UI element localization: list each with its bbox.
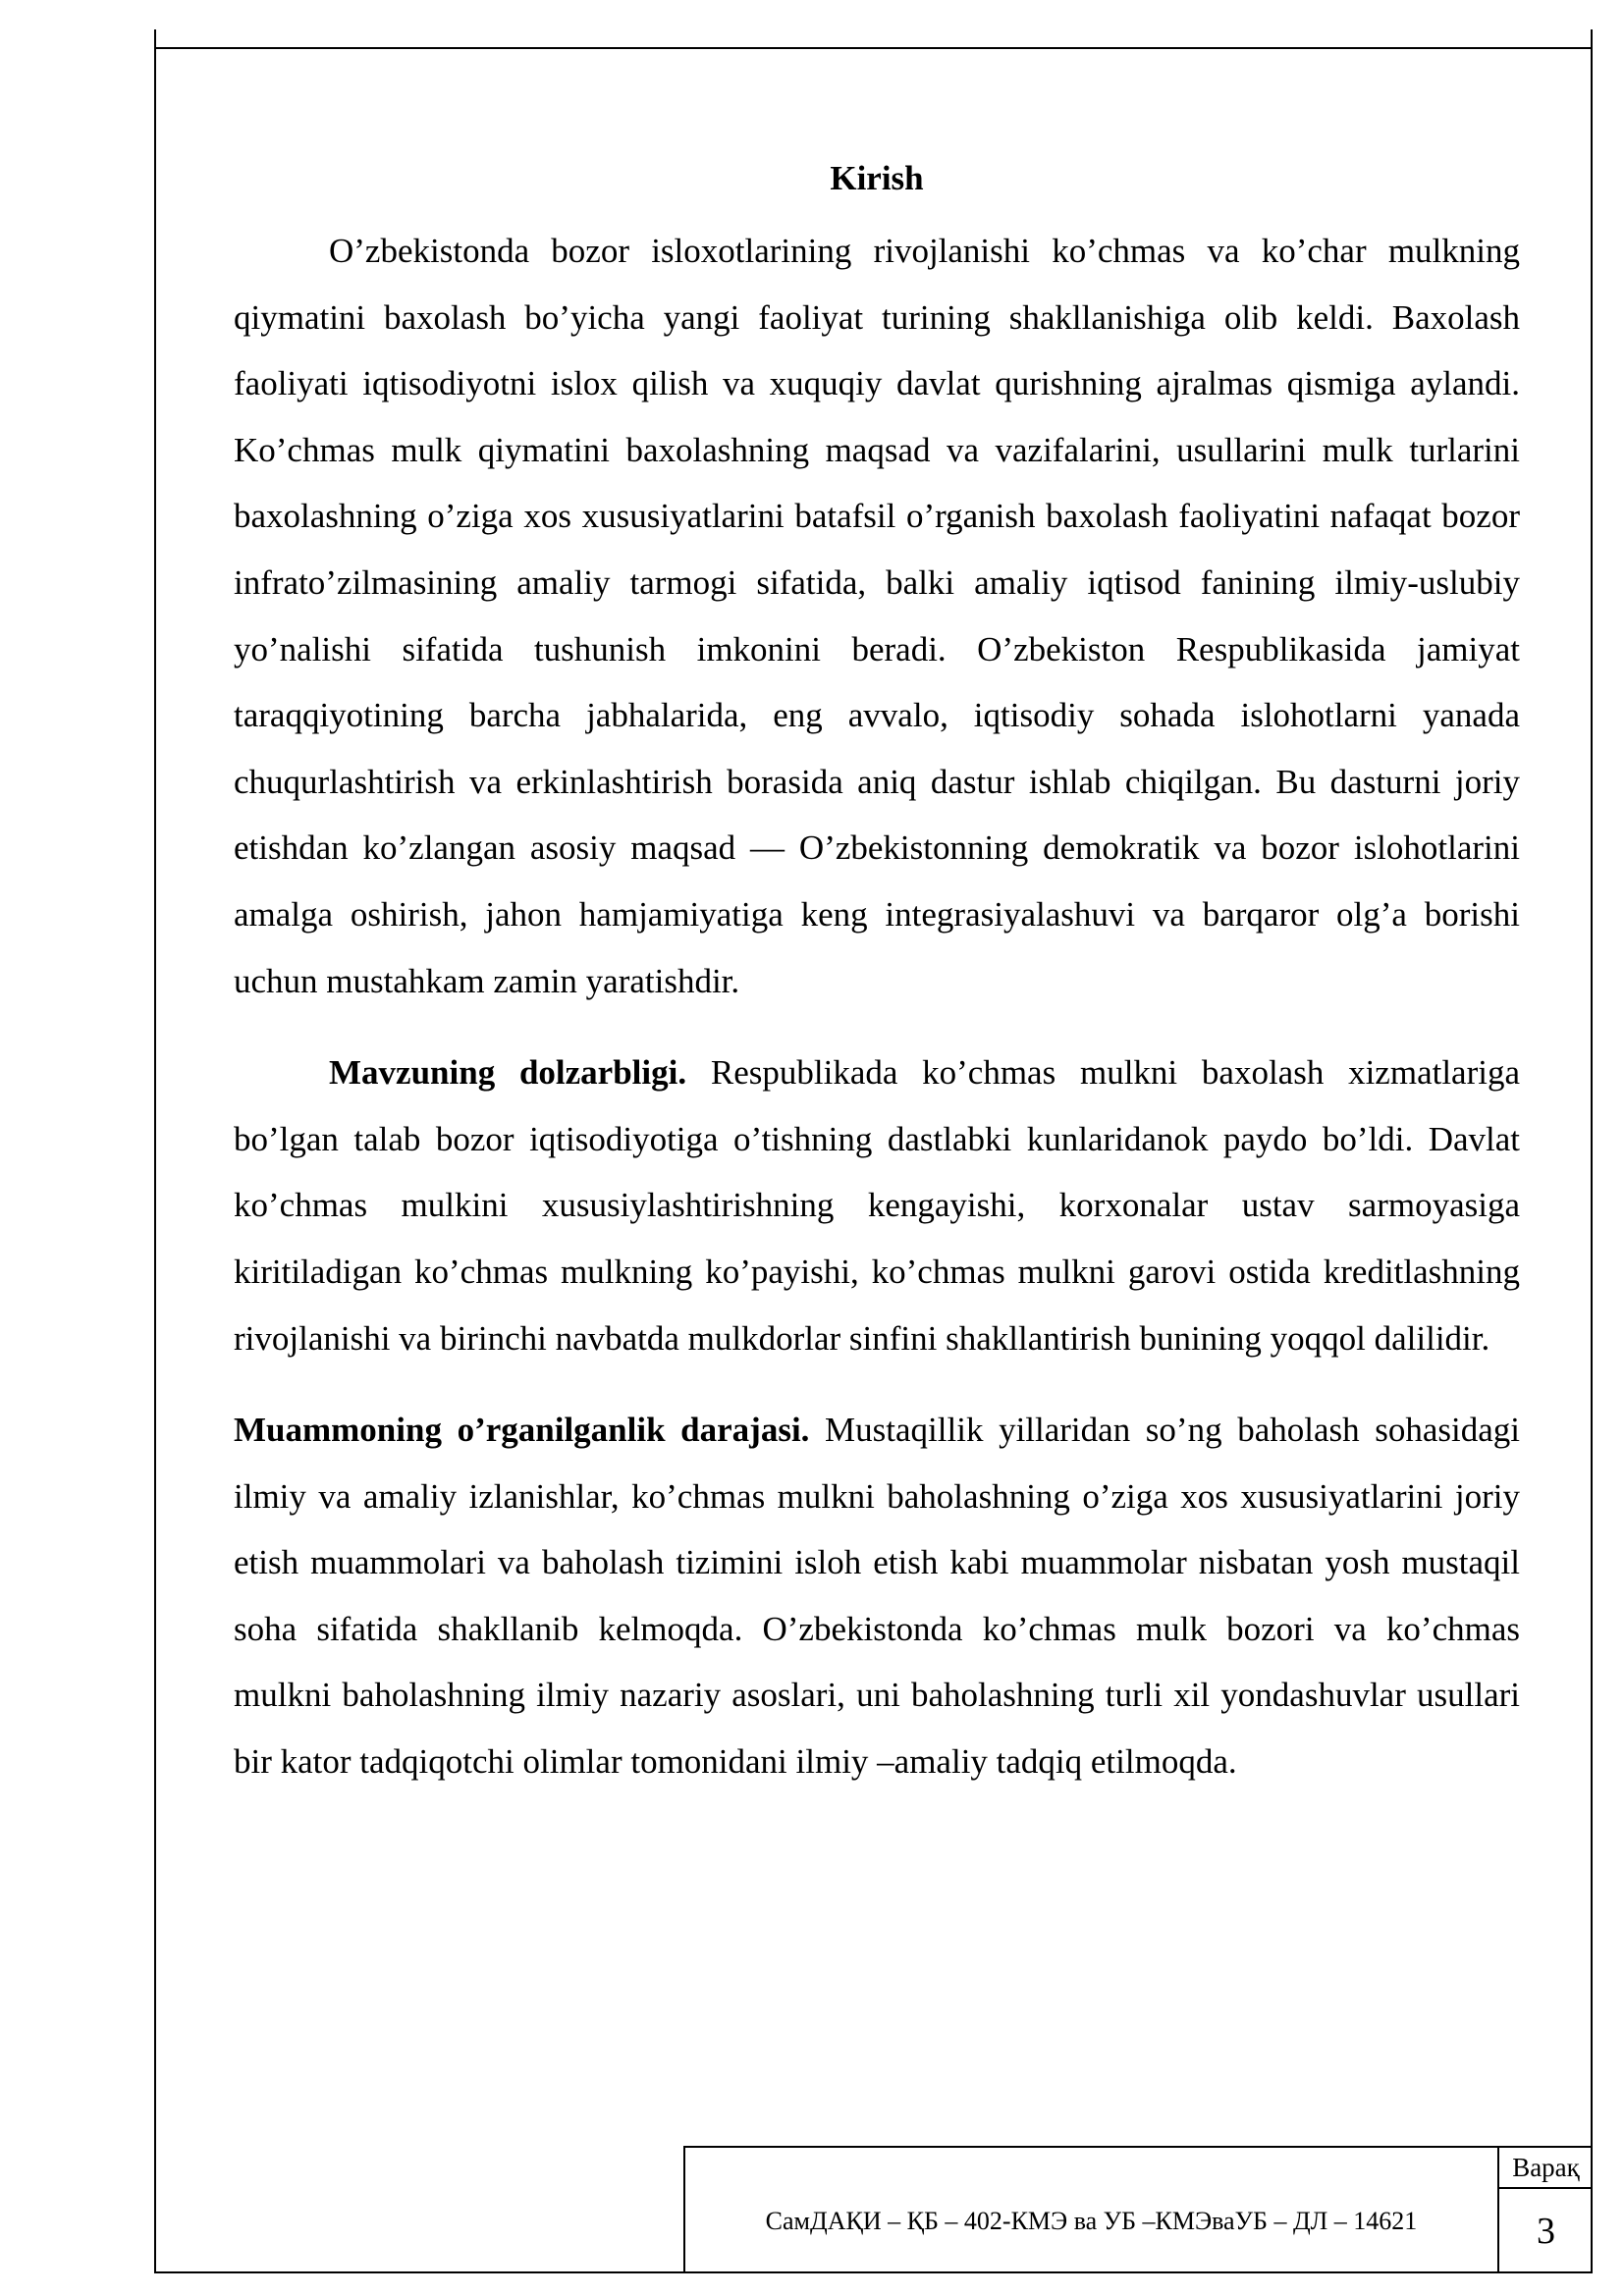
paragraph-text: Mustaqillik yillaridan so’ng baholash sohasidagi ilmiy va amaliy izlanishlar, ko’chmas mulkni baholashning o’ziga xos xususiyatlarini joriy etish muammolari va baholash tizimini isloh etish kabi muammolar nisbatan yosh mustaqil soha sifatida shakllanib kelmoqda. O’zbekistonda ko’chmas mulk bozori va ko’chmas mulkni baholashning ilmiy nazariy asoslari, uni baholashning turli xil yondashuvlar usullari bir kator tadqiqotchi olimlar tomonidani ilmiy –amaliy tadqiq etilmoqda. <box>234 1411 1520 1782</box>
document-body <box>234 147 1520 1795</box>
sheet-label: Варақ <box>1512 2152 1580 2182</box>
document-title: Kirish <box>830 159 924 197</box>
paragraph-heading: Mavzuning dolzarbligi. <box>329 1053 687 1093</box>
sheet-label-cell <box>1497 2146 1593 2189</box>
paragraph-heading: Muammoning o’rganilganlik darajasi. <box>234 1411 810 1450</box>
paragraph-introduction <box>234 218 1520 1014</box>
paragraph-research-level <box>234 1397 1520 1795</box>
paragraph-relevance <box>234 1040 1520 1371</box>
paragraph-text: O’zbekistonda bozor isloxotlarining rivojlanishi ko’chmas va ko’char mulkning qiymatini baxolash bo’yicha yangi faoliyat turining shakllanishiga olib keldi. Baxolash faoliyati iqtisodiyotni islox qilish va xuquqiy davlat qurishning ajralmas qismiga aylandi. Ko’chmas mulk qiymatini baxolashning maqsad va vazifalarini, usullarini mulk turlarini baxolashning o’ziga xos xususiyatlarini batafsil o’rganish baxolash faoliyatini nafaqat bozor infrato’zilmasining amaliy tarmogi sifatida, balki amaliy iqtisod fanining ilmiy-uslubiy yo’nalishi sifatida tushunish imkonini beradi. O’zbekiston Respublikasida jamiyat taraqqiyotining barcha jabhalarida, eng avvalo, iqtisodiy sohada islohotlarni yanada chuqurlashtirish va erkinlashtirish borasida aniq dastur ishlab chiqilgan. Bu dasturni joriy etishdan ko’zlangan asosiy maqsad — O’zbekistonning demokratik va bozor islohotlarini amalga oshirish, jahon hamjamiyatiga keng integrasiyalashuvi va barqaror olg’a borishi uchun mustahkam zamin yaratishdir. <box>234 232 1520 1000</box>
sheet-number-cell <box>1497 2189 1593 2273</box>
sheet-number: 3 <box>1537 2211 1555 2252</box>
document-code-cell <box>683 2146 1497 2273</box>
document-code: СамДАҚИ – ҚБ – 402-КМЭ ва УБ –КМЭваУБ – ДЛ – 14621 <box>765 2207 1418 2235</box>
frame-top-left-tick <box>154 29 156 49</box>
frame-top-right-tick <box>1591 29 1593 49</box>
paragraph-text: Respublikada ko’chmas mulkni baxolash xizmatlariga bo’lgan talab bozor iqtisodiyotiga o’tishning dastlabki kunlaridanok paydo bo’ldi. Davlat ko’chmas mulkini xususiylashtirishning kengayishi, korxonalar ustav sarmoyasiga kiritiladigan ko’chmas mulkning ko’payishi, ko’chmas mulkni garovi ostida kreditlashning rivojlanishi va birinchi navbatda mulkdorlar sinfini shakllantirish bunining yoqqol dalilidir. <box>234 1053 1520 1358</box>
title-block-stamp <box>683 2146 1593 2273</box>
